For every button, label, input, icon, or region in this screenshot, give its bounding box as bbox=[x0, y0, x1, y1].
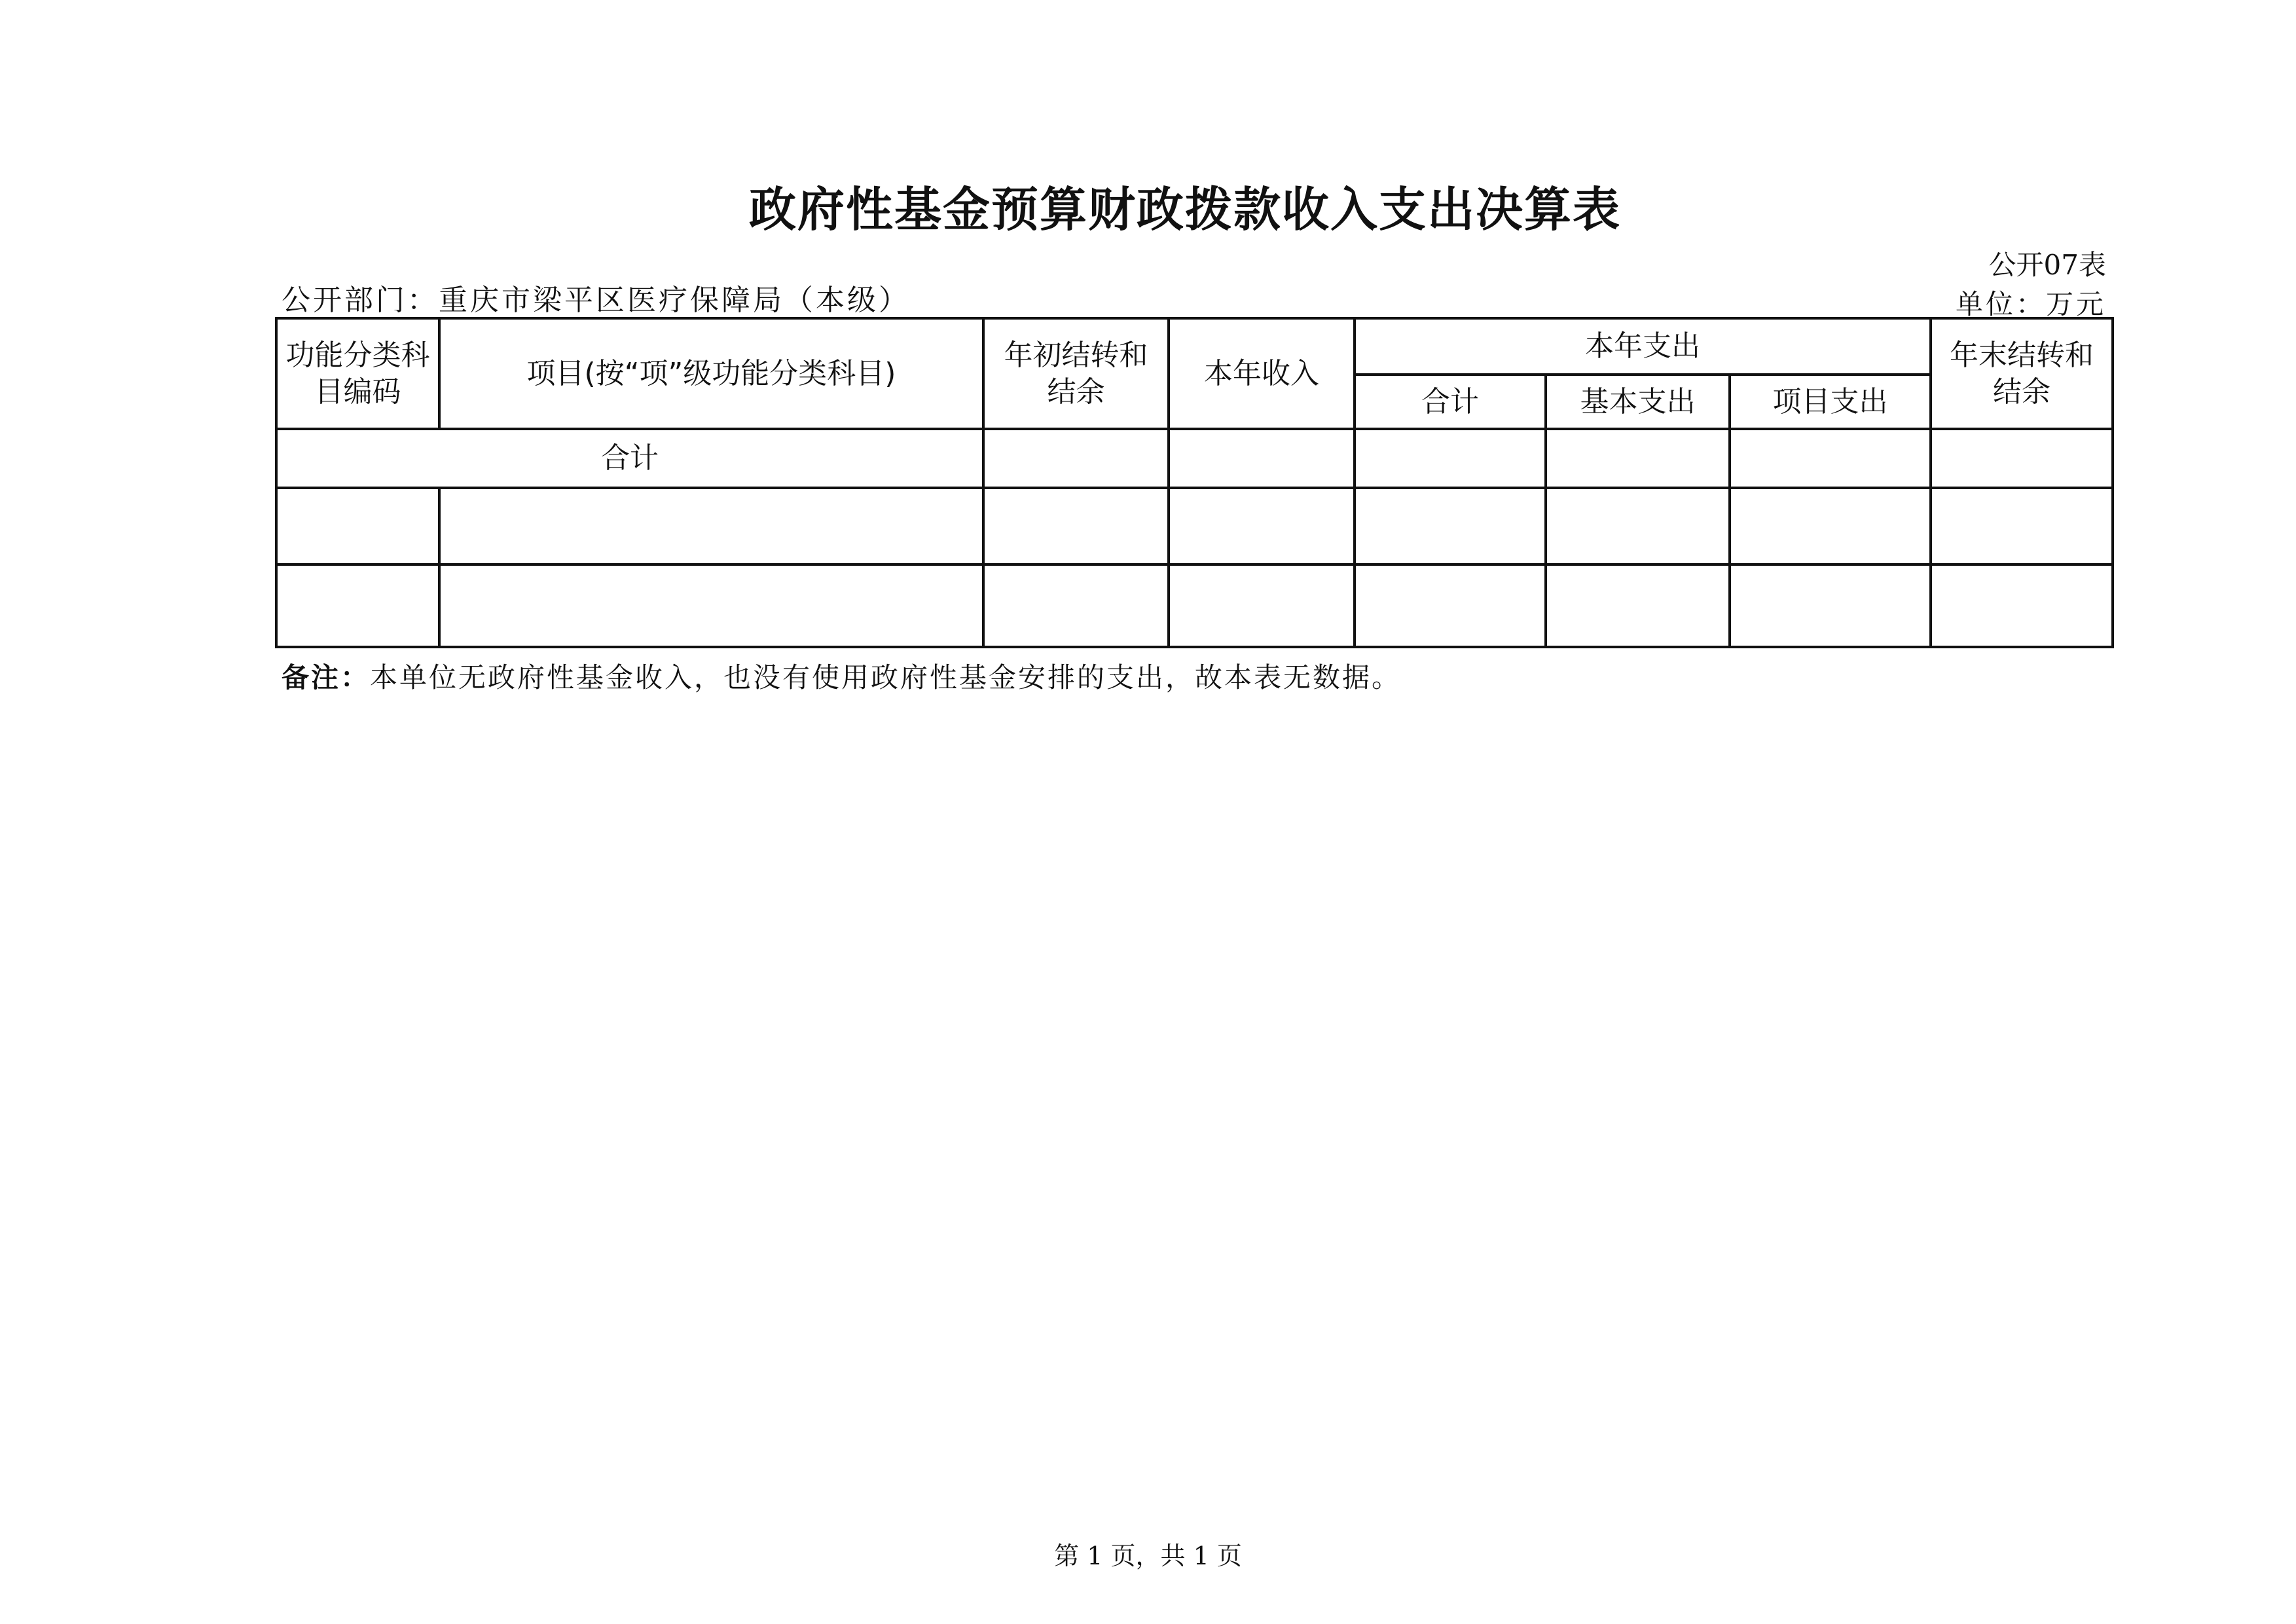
table-cell bbox=[1546, 429, 1730, 488]
table-cell bbox=[1546, 564, 1730, 647]
table-cell bbox=[1355, 429, 1546, 488]
header-end-balance: 年末结转和结余 bbox=[1931, 318, 2113, 429]
note-label: 备注： bbox=[282, 661, 371, 693]
page-footer: 第 1 页，共 1 页 bbox=[1054, 1541, 1242, 1570]
total-row bbox=[276, 429, 2113, 488]
table-cell bbox=[1931, 429, 2113, 488]
header-expense-project: 项目支出 bbox=[1730, 375, 1931, 429]
table-cell bbox=[1730, 488, 1931, 564]
table-cell bbox=[1355, 564, 1546, 647]
header-income: 本年收入 bbox=[1169, 318, 1355, 429]
total-row-label: 合计 bbox=[276, 429, 983, 488]
table-cell bbox=[1730, 429, 1931, 488]
page-title: 政府性基金预算财政拨款收入支出决算表 bbox=[748, 181, 1621, 237]
table-cell bbox=[276, 488, 439, 564]
table-cell bbox=[276, 564, 439, 647]
header-code: 功能分类科目编码 bbox=[276, 318, 439, 429]
header-expense-group: 本年支出 bbox=[1355, 318, 1931, 375]
note bbox=[282, 656, 1401, 695]
table-cell bbox=[1546, 488, 1730, 564]
header-expense-basic: 基本支出 bbox=[1546, 375, 1730, 429]
table-cell bbox=[983, 564, 1169, 647]
form-number: 公开07表 bbox=[1988, 249, 2106, 281]
table-row bbox=[276, 488, 2113, 564]
note-text: 本单位无政府性基金收入，也没有使用政府性基金安排的支出，故本表无数据。 bbox=[370, 661, 1402, 693]
table-cell bbox=[439, 488, 983, 564]
department-label: 公开部门：重庆市梁平区医疗保障局（本级） bbox=[282, 284, 910, 317]
header-begin-balance: 年初结转和结余 bbox=[983, 318, 1169, 429]
table-cell bbox=[1169, 564, 1355, 647]
header-item: 项目(按“项”级功能分类科目) bbox=[439, 318, 983, 429]
table-cell bbox=[983, 488, 1169, 564]
table-cell bbox=[983, 429, 1169, 488]
table-cell bbox=[1169, 488, 1355, 564]
budget-table bbox=[275, 317, 2114, 648]
table-cell bbox=[1931, 488, 2113, 564]
unit-label: 单位：万元 bbox=[1955, 288, 2106, 320]
header-expense-total: 合计 bbox=[1355, 375, 1546, 429]
table-cell bbox=[1169, 429, 1355, 488]
table-row bbox=[276, 564, 2113, 647]
table-cell bbox=[439, 564, 983, 647]
table-cell bbox=[1730, 564, 1931, 647]
table-cell bbox=[1355, 488, 1546, 564]
table-cell bbox=[1931, 564, 2113, 647]
